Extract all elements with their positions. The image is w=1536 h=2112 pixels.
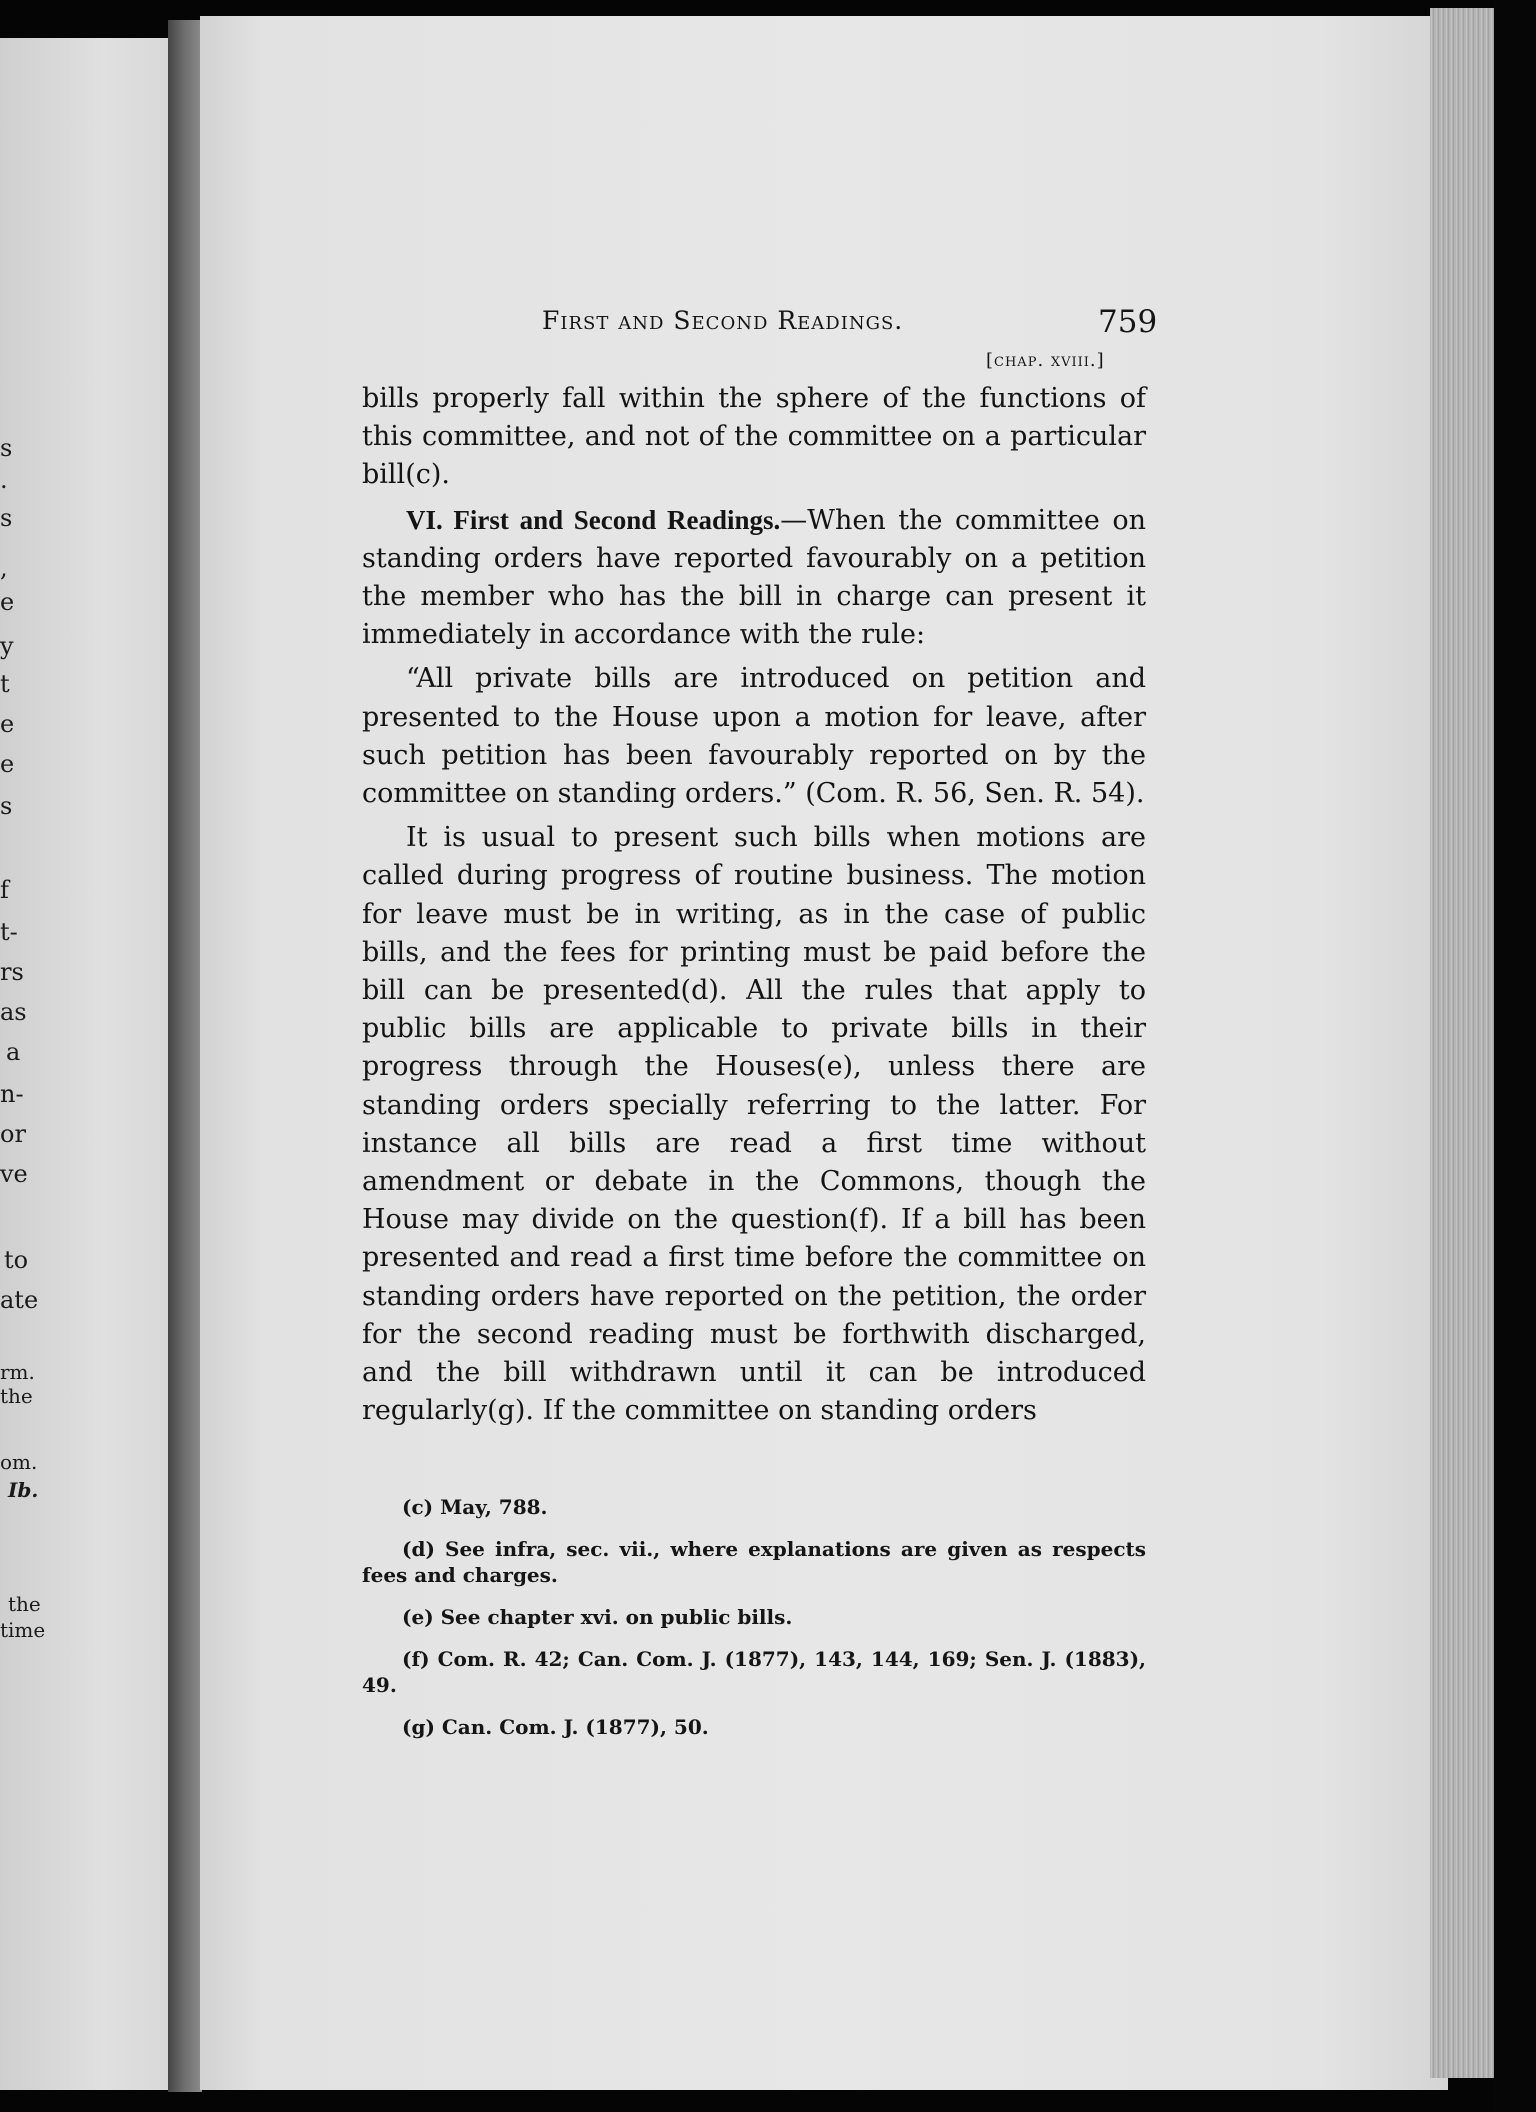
body-text [362, 380, 1146, 1430]
footnote-e: (e) See chapter xvi. on public bills. [402, 1605, 793, 1629]
page-number: 759 [1098, 304, 1158, 340]
section-paragraph [362, 501, 1146, 655]
left-fragment: e [0, 750, 15, 778]
footnote-f: (f) Com. R. 42; Can. Com. J. (1877), 143, 144, 169; Sen. J. (1883), 49. [362, 1647, 1146, 1697]
left-fragment: t- [0, 918, 18, 946]
left-fragment: a [6, 1038, 21, 1066]
running-head: First and Second Readings. [542, 306, 904, 335]
chapter-reference: [chap. xviii.] [986, 350, 1105, 371]
left-fragment: ve [0, 1160, 28, 1188]
left-fragment: . [0, 466, 8, 494]
left-fragment: Ib. [8, 1478, 39, 1502]
left-fragment: rm. [0, 1360, 35, 1384]
left-fragment: f [0, 876, 9, 904]
section-title: VI. First and Second Readings. [406, 504, 781, 535]
left-fragment: om. [0, 1450, 38, 1474]
book-gutter [168, 20, 202, 2092]
left-fragment: or [0, 1120, 26, 1148]
left-fragment: s [0, 792, 13, 820]
left-fragment: s [0, 434, 13, 462]
continuation-paragraph: bills properly fall within the sphere of the functions of this committee, and not of the committee on a particular bill(c). [362, 383, 1146, 491]
left-fragment: to [4, 1246, 29, 1274]
left-fragment: rs [0, 958, 24, 986]
left-fragment: e [0, 588, 15, 616]
left-fragment: s [0, 504, 13, 532]
left-fragment: e [0, 710, 15, 738]
scan-border [1494, 0, 1536, 2112]
section-text: —When the committee on standing orders have reported favourably on a petition the member who has the bill in charge can present it immediately in accordance with the rule: [362, 504, 1146, 651]
left-fragment: the [0, 1384, 33, 1408]
left-fragment: n- [0, 1080, 24, 1108]
footnote-c: (c) May, 788. [402, 1495, 548, 1519]
left-fragment: the [8, 1592, 41, 1616]
left-fragment: time [0, 1618, 46, 1642]
quoted-rule: “All private bills are introduced on petition and presented to the House upon a motion for leave, after such petition has been favourably reported on by the committee on standing orders.” (Com. R. 56, Sen. R. 54). [362, 663, 1146, 810]
footnote-d: (d) See infra, sec. vii., where explanations are given as respects fees and charges. [362, 1537, 1146, 1587]
left-fragment: t [0, 670, 10, 698]
left-fragment: as [0, 998, 27, 1026]
footnotes [362, 1494, 1146, 1756]
left-page-fragments [0, 0, 172, 2112]
left-fragment: , [0, 554, 8, 582]
main-paragraph: It is usual to present such bills when motions are called during progress of routine business. The motion for leave must be in writing, as in the case of public bills, and the fees for printing must be paid before the bill can be presented(d). All the rules that apply to public bills are applicable to private bills in their progress through the Houses(e), unless there are standing orders specially referring to the latter. For instance all bills are read a first time without amendment or debate in the Commons, though the House may divide on the question(f). If a bill has been presented and read a first time before the committee on standing orders have reported on the petition, the order for the second reading must be forthwith discharged, and the bill withdrawn until it can be introduced regularly(g). If the committee on standing orders [362, 822, 1146, 1427]
footnote-g: (g) Can. Com. J. (1877), 50. [402, 1715, 709, 1739]
left-fragment: y [0, 632, 14, 660]
left-fragment: ate [0, 1286, 39, 1314]
